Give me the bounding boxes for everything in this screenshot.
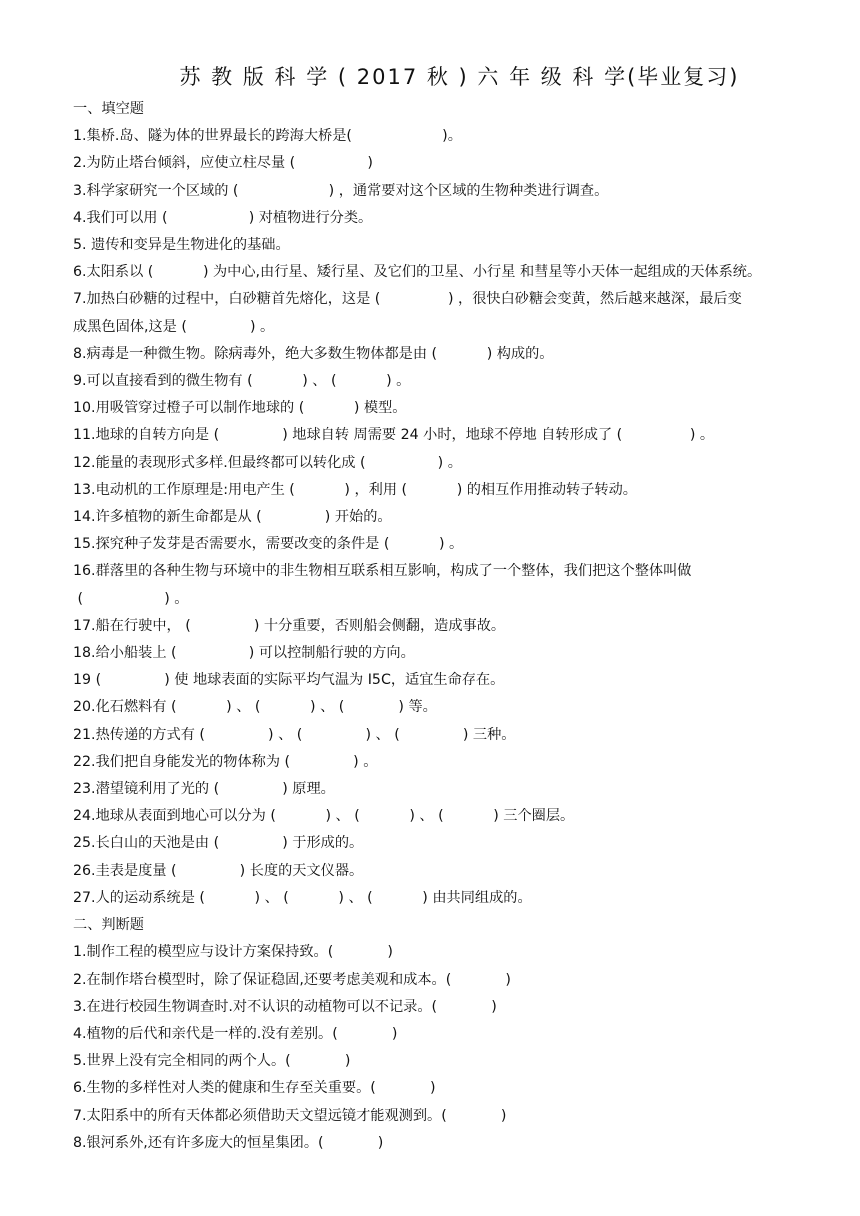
question-line-continued: ( ) 。 <box>73 590 189 607</box>
question-line: 7.加热白砂糖的过程中，白砂糖首先熔化，这是 ( ) ，很快白砂糖会变黄，然后越来越深，最后变 <box>73 291 742 308</box>
question-line: 27.人的运动系统是 ( ) 、 ( ) 、 ( ) 由共同组成的。 <box>73 889 532 906</box>
question-line: 1.制作工程的模型应与设计方案保持致。( ) <box>73 944 393 961</box>
question-line: 15.探究种子发芽是否需要水，需要改变的条件是 ( ) 。 <box>73 536 464 553</box>
fill-in-question-list <box>73 123 838 912</box>
question-line: 21.热传递的方式有 ( ) 、 ( ) 、 ( ) 三种。 <box>73 726 516 743</box>
question-line: 18.给小船装上 ( ) 可以控制船行驶的方向。 <box>73 645 415 662</box>
question-line: 9.可以直接看到的微生物有 ( ) 、 ( ) 。 <box>73 373 411 390</box>
question-line: 1.集桥.岛、隧为体的世界最长的跨海大桥是( )。 <box>73 128 462 145</box>
question-line: 26.圭表是度量 ( ) 长度的天文仪器。 <box>73 862 364 879</box>
question-line: 17.船在行驶中， ( ) 十分重要，否则船会侧翻，造成事故。 <box>73 617 506 634</box>
section-heading-true-false: 二、判断题 <box>73 917 144 934</box>
question-line: 12.能量的表现形式多样.但最终都可以转化成 ( ) 。 <box>73 454 462 471</box>
question-line: 6.太阳系以 ( ) 为中心,由行星、矮行星、及它们的卫星、小行星 和彗星等小天体一起组成的天体系统。 <box>73 264 762 281</box>
question-line: 4.我们可以用 ( ) 对植物进行分类。 <box>73 209 373 226</box>
question-line: 5. 遗传和变异是生物进化的基础。 <box>73 237 290 254</box>
section-heading-fill-in: 一、填空题 <box>73 101 144 117</box>
question-line: 11.地球的自转方向是 ( ) 地球自转 周需要 24 小时，地球不停地 自转形成了 ( ) 。 <box>73 427 715 444</box>
question-line: 3.科学家研究一个区域的 ( ) ，通常要对这个区域的生物种类进行调查。 <box>73 182 609 199</box>
question-line: 3.在进行校园生物调查时.对不认识的动植物可以不记录。( ) <box>73 998 497 1015</box>
question-line: 25.长白山的天池是由 ( ) 于形成的。 <box>73 835 364 852</box>
question-line: 8.病毒是一种微生物。除病毒外，绝大多数生物体都是由 ( ) 构成的。 <box>73 345 554 362</box>
question-line: 6.生物的多样性对人类的健康和生存至关重要。( ) <box>73 1080 436 1097</box>
question-line: 16.群落里的各种生物与环境中的非生物相互联系相互影响，构成了一个整体，我们把这个整体叫做 <box>73 563 692 580</box>
question-line: 14.许多植物的新生命都是从 ( ) 开始的。 <box>73 509 392 526</box>
question-line-continued: 成黑色固体,这是 ( ) 。 <box>73 318 275 335</box>
question-line: 20.化石燃料有 ( ) 、 ( ) 、 ( ) 等。 <box>73 699 437 716</box>
question-line: 5.世界上没有完全相同的两个人。( ) <box>73 1053 351 1070</box>
question-line: 10.用吸管穿过橙子可以制作地球的 ( ) 模型。 <box>73 400 407 417</box>
question-line: 23.潜望镜利用了光的 ( ) 原理。 <box>73 781 335 798</box>
question-line: 2.为防止塔台倾斜，应使立柱尽量 ( ) <box>73 155 373 172</box>
question-line: 22.我们把自身能发光的物体称为 ( ) 。 <box>73 753 378 770</box>
question-line: 13.电动机的工作原理是:用电产生 ( ) ，利用 ( ) 的相互作用推动转子转动。 <box>73 481 637 498</box>
question-line: 7.太阳系中的所有天体都必须借助天文望远镜才能观测到。( ) <box>73 1107 507 1124</box>
page-title: 苏 教 版 科 学 ( 2017 秋 ) 六 年 级 科 学(毕业复习) <box>179 65 740 89</box>
question-line: 24.地球从表面到地心可以分为 ( ) 、 ( ) 、 ( ) 三个圈层。 <box>73 808 575 825</box>
question-line: 2.在制作塔台模型时，除了保证稳固,还要考虑美观和成本。( ) <box>73 971 511 988</box>
true-false-question-list <box>73 939 838 1157</box>
question-line: 8.银河系外,还有许多庞大的恒星集团。( ) <box>73 1134 384 1151</box>
question-line: 4.植物的后代和亲代是一样的.没有差别。( ) <box>73 1025 398 1042</box>
question-line: 19 ( ) 使 地球表面的实际平均气温为 I5C，适宜生命存在。 <box>73 672 505 689</box>
